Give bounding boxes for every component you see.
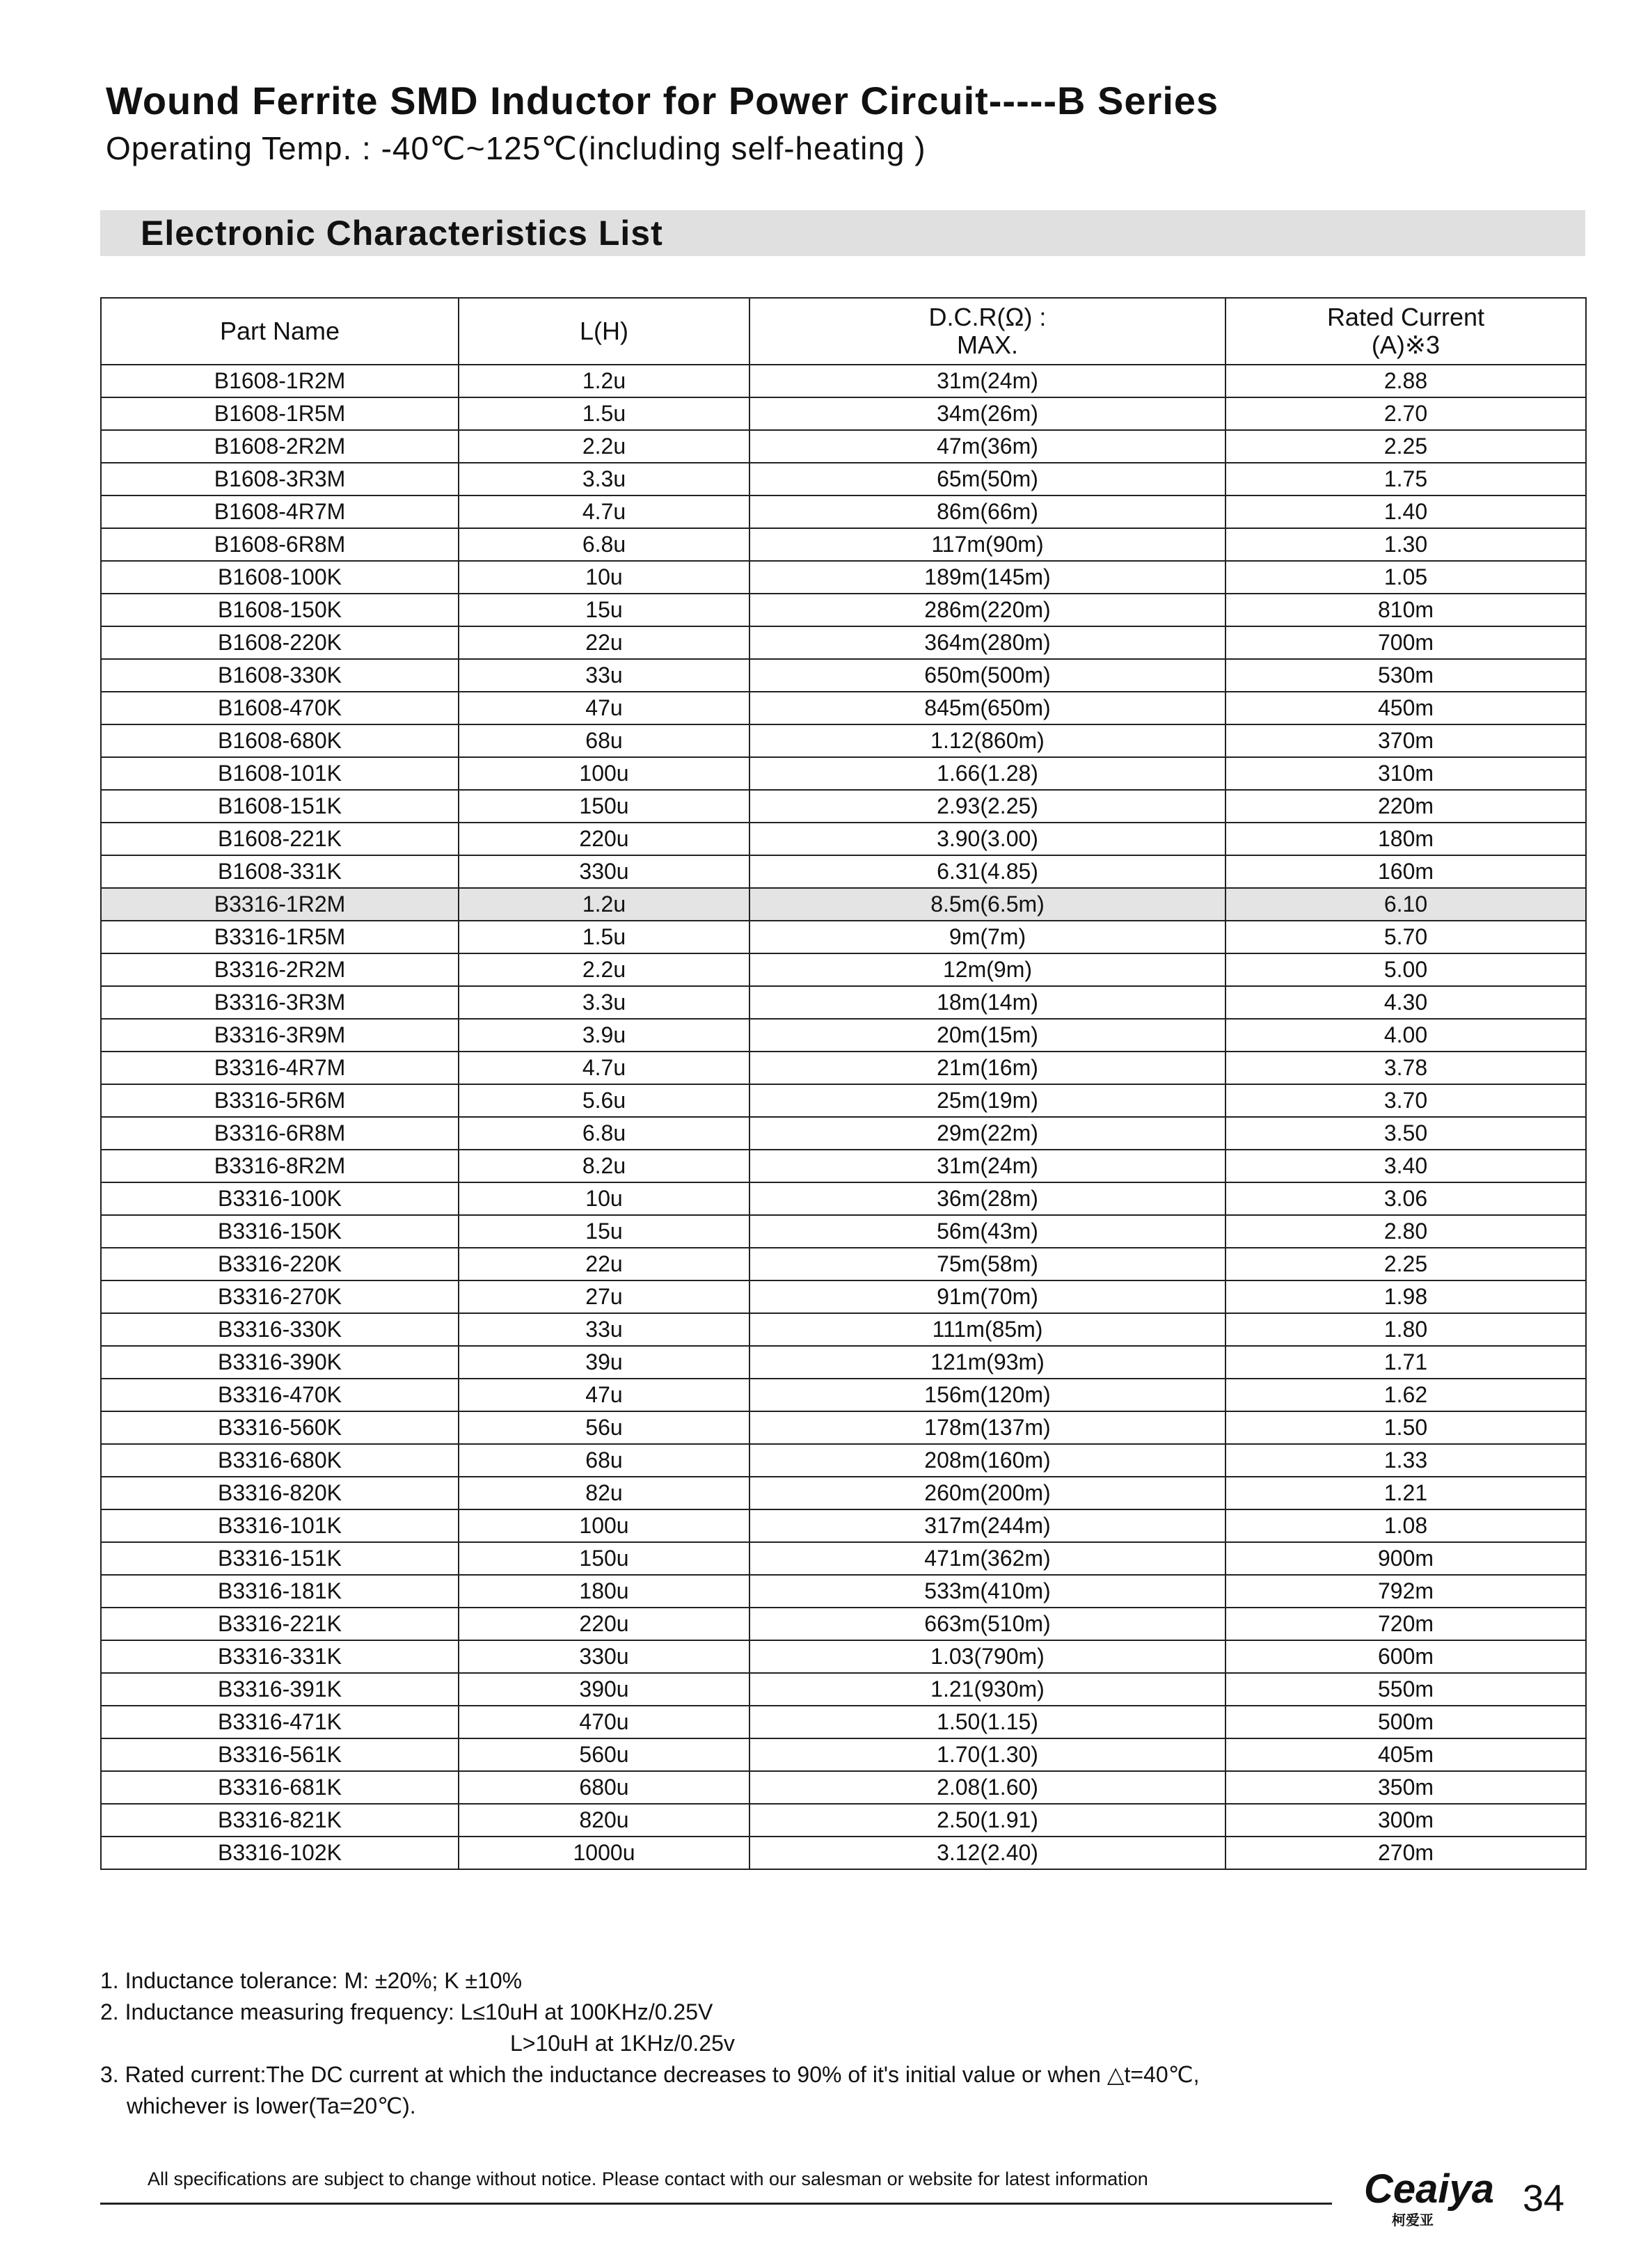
cell-inductance: 10u — [459, 1182, 749, 1215]
cell-inductance: 68u — [459, 1444, 749, 1477]
table-row — [101, 692, 1586, 724]
cell-inductance: 68u — [459, 724, 749, 757]
cell-dcr: 364m(280m) — [749, 626, 1225, 659]
cell-inductance: 8.2u — [459, 1150, 749, 1182]
cell-part-name: B3316-8R2M — [101, 1150, 459, 1182]
table-row — [101, 1575, 1586, 1608]
header-part-name: Part Name — [101, 298, 459, 365]
cell-dcr: 1.21(930m) — [749, 1673, 1225, 1706]
cell-rated-current: 500m — [1225, 1706, 1586, 1738]
cell-inductance: 330u — [459, 1640, 749, 1673]
table-row — [101, 1477, 1586, 1509]
cell-rated-current: 2.25 — [1225, 430, 1586, 463]
cell-part-name: B3316-330K — [101, 1313, 459, 1346]
cell-dcr: 208m(160m) — [749, 1444, 1225, 1477]
cell-inductance: 33u — [459, 659, 749, 692]
cell-dcr: 189m(145m) — [749, 561, 1225, 594]
cell-dcr: 1.66(1.28) — [749, 757, 1225, 790]
note-tolerance: 1. Inductance tolerance: M: ±20%; K ±10% — [100, 1968, 523, 1993]
cell-inductance: 220u — [459, 823, 749, 855]
cell-dcr: 6.31(4.85) — [749, 855, 1225, 888]
cell-part-name: B1608-150K — [101, 594, 459, 626]
table-body — [101, 365, 1586, 1869]
table-row — [101, 1509, 1586, 1542]
footer-disclaimer: All specifications are subject to change without notice. Please contact with our salesman or website for latest information — [148, 2168, 1148, 2189]
header-inductance: L(H) — [459, 298, 749, 365]
cell-inductance: 2.2u — [459, 430, 749, 463]
cell-rated-current: 405m — [1225, 1738, 1586, 1771]
cell-rated-current: 6.10 — [1225, 888, 1586, 921]
logo-subtext: 柯爱亚 — [1392, 2213, 1434, 2228]
cell-part-name: B1608-151K — [101, 790, 459, 823]
cell-inductance: 22u — [459, 626, 749, 659]
cell-dcr: 91m(70m) — [749, 1280, 1225, 1313]
cell-inductance: 390u — [459, 1673, 749, 1706]
cell-part-name: B3316-3R3M — [101, 986, 459, 1019]
table-row — [101, 495, 1586, 528]
cell-rated-current: 1.98 — [1225, 1280, 1586, 1313]
company-logo — [1364, 2166, 1496, 2228]
cell-part-name: B3316-151K — [101, 1542, 459, 1575]
table-row — [101, 1673, 1586, 1706]
cell-part-name: B1608-1R5M — [101, 397, 459, 430]
cell-inductance: 1.2u — [459, 365, 749, 397]
cell-dcr: 34m(26m) — [749, 397, 1225, 430]
header-rated-line1: Rated Current — [1326, 303, 1485, 331]
cell-part-name: B1608-101K — [101, 757, 459, 790]
cell-rated-current: 160m — [1225, 855, 1586, 888]
cell-rated-current: 350m — [1225, 1771, 1586, 1804]
cell-dcr: 317m(244m) — [749, 1509, 1225, 1542]
cell-inductance: 82u — [459, 1477, 749, 1509]
cell-dcr: 2.08(1.60) — [749, 1771, 1225, 1804]
cell-dcr: 1.12(860m) — [749, 724, 1225, 757]
table-row — [101, 1379, 1586, 1411]
cell-inductance: 6.8u — [459, 528, 749, 561]
logo-text: Ceaiya — [1364, 2166, 1495, 2212]
table-row — [101, 1706, 1586, 1738]
cell-dcr: 12m(9m) — [749, 953, 1225, 986]
cell-inductance: 1.5u — [459, 397, 749, 430]
table-row — [101, 1542, 1586, 1575]
cell-inductance: 560u — [459, 1738, 749, 1771]
table-row — [101, 659, 1586, 692]
cell-part-name: B1608-3R3M — [101, 463, 459, 495]
cell-dcr: 56m(43m) — [749, 1215, 1225, 1248]
cell-dcr: 650m(500m) — [749, 659, 1225, 692]
cell-part-name: B3316-680K — [101, 1444, 459, 1477]
cell-inductance: 150u — [459, 790, 749, 823]
cell-part-name: B1608-100K — [101, 561, 459, 594]
cell-rated-current: 5.70 — [1225, 921, 1586, 953]
cell-rated-current: 1.33 — [1225, 1444, 1586, 1477]
cell-rated-current: 4.00 — [1225, 1019, 1586, 1052]
table-row — [101, 430, 1586, 463]
cell-rated-current: 700m — [1225, 626, 1586, 659]
cell-dcr: 1.70(1.30) — [749, 1738, 1225, 1771]
cell-dcr: 1.03(790m) — [749, 1640, 1225, 1673]
footer-divider — [100, 2203, 1332, 2205]
table-row — [101, 1182, 1586, 1215]
table-row — [101, 365, 1586, 397]
page-title: Wound Ferrite SMD Inductor for Power Circuit-----B Series — [106, 79, 1219, 122]
cell-rated-current: 1.62 — [1225, 1379, 1586, 1411]
cell-dcr: 21m(16m) — [749, 1052, 1225, 1084]
table-row — [101, 986, 1586, 1019]
cell-part-name: B3316-1R2M — [101, 888, 459, 921]
cell-rated-current: 450m — [1225, 692, 1586, 724]
cell-dcr: 3.12(2.40) — [749, 1837, 1225, 1869]
cell-rated-current: 2.80 — [1225, 1215, 1586, 1248]
cell-dcr: 117m(90m) — [749, 528, 1225, 561]
cell-dcr: 286m(220m) — [749, 594, 1225, 626]
cell-rated-current: 3.50 — [1225, 1117, 1586, 1150]
cell-rated-current: 3.78 — [1225, 1052, 1586, 1084]
cell-rated-current: 1.08 — [1225, 1509, 1586, 1542]
cell-dcr: 663m(510m) — [749, 1608, 1225, 1640]
cell-inductance: 27u — [459, 1280, 749, 1313]
header-dcr-line1: D.C.R(Ω) : — [928, 303, 1047, 331]
cell-inductance: 3.3u — [459, 463, 749, 495]
cell-dcr: 20m(15m) — [749, 1019, 1225, 1052]
table-row — [101, 1052, 1586, 1084]
cell-inductance: 10u — [459, 561, 749, 594]
cell-inductance: 33u — [459, 1313, 749, 1346]
cell-rated-current: 3.70 — [1225, 1084, 1586, 1117]
table-row — [101, 594, 1586, 626]
cell-rated-current: 2.25 — [1225, 1248, 1586, 1280]
cell-part-name: B3316-220K — [101, 1248, 459, 1280]
cell-part-name: B3316-181K — [101, 1575, 459, 1608]
cell-dcr: 3.90(3.00) — [749, 823, 1225, 855]
cell-dcr: 47m(36m) — [749, 430, 1225, 463]
cell-part-name: B3316-561K — [101, 1738, 459, 1771]
cell-part-name: B3316-102K — [101, 1837, 459, 1869]
cell-inductance: 100u — [459, 1509, 749, 1542]
cell-inductance: 1000u — [459, 1837, 749, 1869]
characteristics-table — [100, 297, 1587, 1870]
cell-dcr: 2.93(2.25) — [749, 790, 1225, 823]
table-row — [101, 888, 1586, 921]
cell-part-name: B3316-560K — [101, 1411, 459, 1444]
cell-part-name: B3316-221K — [101, 1608, 459, 1640]
cell-dcr: 2.50(1.91) — [749, 1804, 1225, 1837]
header-dcr — [749, 298, 1225, 365]
cell-part-name: B3316-390K — [101, 1346, 459, 1379]
cell-inductance: 47u — [459, 1379, 749, 1411]
note-rated-current: 3. Rated current:The DC current at which the inductance decreases to 90% of it's initial value or when △t=40℃, — [100, 2062, 1200, 2087]
cell-dcr: 75m(58m) — [749, 1248, 1225, 1280]
table-row — [101, 1738, 1586, 1771]
table-row — [101, 528, 1586, 561]
cell-rated-current: 3.40 — [1225, 1150, 1586, 1182]
cell-inductance: 4.7u — [459, 1052, 749, 1084]
table-row — [101, 1771, 1586, 1804]
cell-rated-current: 1.21 — [1225, 1477, 1586, 1509]
cell-rated-current: 600m — [1225, 1640, 1586, 1673]
cell-rated-current: 1.80 — [1225, 1313, 1586, 1346]
table-row — [101, 790, 1586, 823]
cell-inductance: 5.6u — [459, 1084, 749, 1117]
cell-part-name: B3316-331K — [101, 1640, 459, 1673]
table-row — [101, 397, 1586, 430]
cell-inductance: 15u — [459, 594, 749, 626]
cell-part-name: B3316-470K — [101, 1379, 459, 1411]
table-row — [101, 1280, 1586, 1313]
table-row — [101, 1346, 1586, 1379]
cell-dcr: 86m(66m) — [749, 495, 1225, 528]
cell-part-name: B3316-391K — [101, 1673, 459, 1706]
cell-rated-current: 220m — [1225, 790, 1586, 823]
cell-part-name: B3316-4R7M — [101, 1052, 459, 1084]
table-row — [101, 1640, 1586, 1673]
table-row — [101, 757, 1586, 790]
cell-inductance: 3.9u — [459, 1019, 749, 1052]
cell-dcr: 31m(24m) — [749, 365, 1225, 397]
header-dcr-line2: MAX. — [956, 331, 1018, 359]
table-row — [101, 1117, 1586, 1150]
page-number: 34 — [1523, 2178, 1565, 2219]
table-row — [101, 724, 1586, 757]
cell-dcr: 31m(24m) — [749, 1150, 1225, 1182]
table-row — [101, 1804, 1586, 1837]
table-row — [101, 1084, 1586, 1117]
cell-inductance: 2.2u — [459, 953, 749, 986]
cell-rated-current: 2.88 — [1225, 365, 1586, 397]
table-row — [101, 1150, 1586, 1182]
cell-part-name: B3316-150K — [101, 1215, 459, 1248]
cell-dcr: 9m(7m) — [749, 921, 1225, 953]
cell-dcr: 471m(362m) — [749, 1542, 1225, 1575]
cell-rated-current: 1.05 — [1225, 561, 1586, 594]
cell-rated-current: 1.71 — [1225, 1346, 1586, 1379]
cell-dcr: 260m(200m) — [749, 1477, 1225, 1509]
cell-part-name: B1608-4R7M — [101, 495, 459, 528]
cell-inductance: 1.2u — [459, 888, 749, 921]
cell-rated-current: 310m — [1225, 757, 1586, 790]
cell-part-name: B1608-1R2M — [101, 365, 459, 397]
cell-inductance: 680u — [459, 1771, 749, 1804]
cell-rated-current: 3.06 — [1225, 1182, 1586, 1215]
cell-inductance: 47u — [459, 692, 749, 724]
note-rated-current-continued: whichever is lower(Ta=20℃). — [127, 2093, 416, 2118]
table-row — [101, 561, 1586, 594]
table-header-row — [101, 298, 1586, 365]
section-header-bar — [100, 210, 1585, 256]
cell-inductance: 6.8u — [459, 1117, 749, 1150]
header-rated-line2: (A)※3 — [1371, 331, 1441, 359]
cell-part-name: B3316-821K — [101, 1804, 459, 1837]
cell-part-name: B3316-6R8M — [101, 1117, 459, 1150]
header-rated-current — [1225, 298, 1586, 365]
cell-inductance: 100u — [459, 757, 749, 790]
cell-part-name: B3316-101K — [101, 1509, 459, 1542]
table-row — [101, 1444, 1586, 1477]
cell-dcr: 121m(93m) — [749, 1346, 1225, 1379]
cell-inductance: 330u — [459, 855, 749, 888]
cell-rated-current: 180m — [1225, 823, 1586, 855]
cell-rated-current: 300m — [1225, 1804, 1586, 1837]
cell-rated-current: 900m — [1225, 1542, 1586, 1575]
cell-rated-current: 810m — [1225, 594, 1586, 626]
table-row — [101, 1608, 1586, 1640]
cell-dcr: 845m(650m) — [749, 692, 1225, 724]
cell-rated-current: 792m — [1225, 1575, 1586, 1608]
cell-inductance: 56u — [459, 1411, 749, 1444]
cell-inductance: 3.3u — [459, 986, 749, 1019]
table-row — [101, 1019, 1586, 1052]
cell-rated-current: 1.50 — [1225, 1411, 1586, 1444]
cell-rated-current: 1.75 — [1225, 463, 1586, 495]
table-row — [101, 1837, 1586, 1869]
cell-part-name: B1608-6R8M — [101, 528, 459, 561]
cell-part-name: B1608-680K — [101, 724, 459, 757]
cell-part-name: B3316-5R6M — [101, 1084, 459, 1117]
table-row — [101, 1248, 1586, 1280]
cell-dcr: 18m(14m) — [749, 986, 1225, 1019]
cell-part-name: B3316-471K — [101, 1706, 459, 1738]
section-title: Electronic Characteristics List — [141, 214, 663, 253]
note-frequency-continued: L>10uH at 1KHz/0.25v — [510, 2031, 735, 2056]
table-row — [101, 1411, 1586, 1444]
cell-part-name: B3316-2R2M — [101, 953, 459, 986]
cell-part-name: B1608-221K — [101, 823, 459, 855]
table-row — [101, 855, 1586, 888]
cell-dcr: 156m(120m) — [749, 1379, 1225, 1411]
cell-part-name: B1608-330K — [101, 659, 459, 692]
cell-rated-current: 270m — [1225, 1837, 1586, 1869]
cell-inductance: 470u — [459, 1706, 749, 1738]
cell-inductance: 820u — [459, 1804, 749, 1837]
cell-part-name: B1608-331K — [101, 855, 459, 888]
cell-dcr: 178m(137m) — [749, 1411, 1225, 1444]
table-row — [101, 1215, 1586, 1248]
table-row — [101, 626, 1586, 659]
cell-dcr: 8.5m(6.5m) — [749, 888, 1225, 921]
cell-rated-current: 5.00 — [1225, 953, 1586, 986]
table-row — [101, 953, 1586, 986]
table-row — [101, 921, 1586, 953]
table-row — [101, 823, 1586, 855]
cell-part-name: B3316-270K — [101, 1280, 459, 1313]
operating-temp-subtitle: Operating Temp. : -40℃~125℃(including self-heating ) — [106, 130, 926, 166]
cell-inductance: 180u — [459, 1575, 749, 1608]
cell-rated-current: 4.30 — [1225, 986, 1586, 1019]
cell-rated-current: 720m — [1225, 1608, 1586, 1640]
cell-dcr: 65m(50m) — [749, 463, 1225, 495]
cell-inductance: 22u — [459, 1248, 749, 1280]
cell-inductance: 15u — [459, 1215, 749, 1248]
cell-dcr: 25m(19m) — [749, 1084, 1225, 1117]
cell-part-name: B1608-220K — [101, 626, 459, 659]
cell-rated-current: 1.30 — [1225, 528, 1586, 561]
table-row — [101, 463, 1586, 495]
cell-rated-current: 1.40 — [1225, 495, 1586, 528]
notes — [100, 1965, 1199, 2122]
table-row — [101, 1313, 1586, 1346]
cell-part-name: B3316-100K — [101, 1182, 459, 1215]
cell-part-name: B3316-820K — [101, 1477, 459, 1509]
cell-inductance: 4.7u — [459, 495, 749, 528]
cell-rated-current: 550m — [1225, 1673, 1586, 1706]
cell-part-name: B3316-3R9M — [101, 1019, 459, 1052]
cell-inductance: 39u — [459, 1346, 749, 1379]
cell-inductance: 1.5u — [459, 921, 749, 953]
cell-rated-current: 370m — [1225, 724, 1586, 757]
cell-inductance: 220u — [459, 1608, 749, 1640]
cell-inductance: 150u — [459, 1542, 749, 1575]
cell-rated-current: 2.70 — [1225, 397, 1586, 430]
cell-dcr: 111m(85m) — [749, 1313, 1225, 1346]
cell-dcr: 36m(28m) — [749, 1182, 1225, 1215]
cell-part-name: B1608-470K — [101, 692, 459, 724]
note-frequency: 2. Inductance measuring frequency: L≤10uH at 100KHz/0.25V — [100, 1999, 713, 2024]
cell-rated-current: 530m — [1225, 659, 1586, 692]
cell-part-name: B1608-2R2M — [101, 430, 459, 463]
cell-dcr: 1.50(1.15) — [749, 1706, 1225, 1738]
cell-dcr: 533m(410m) — [749, 1575, 1225, 1608]
cell-part-name: B3316-681K — [101, 1771, 459, 1804]
cell-part-name: B3316-1R5M — [101, 921, 459, 953]
cell-dcr: 29m(22m) — [749, 1117, 1225, 1150]
